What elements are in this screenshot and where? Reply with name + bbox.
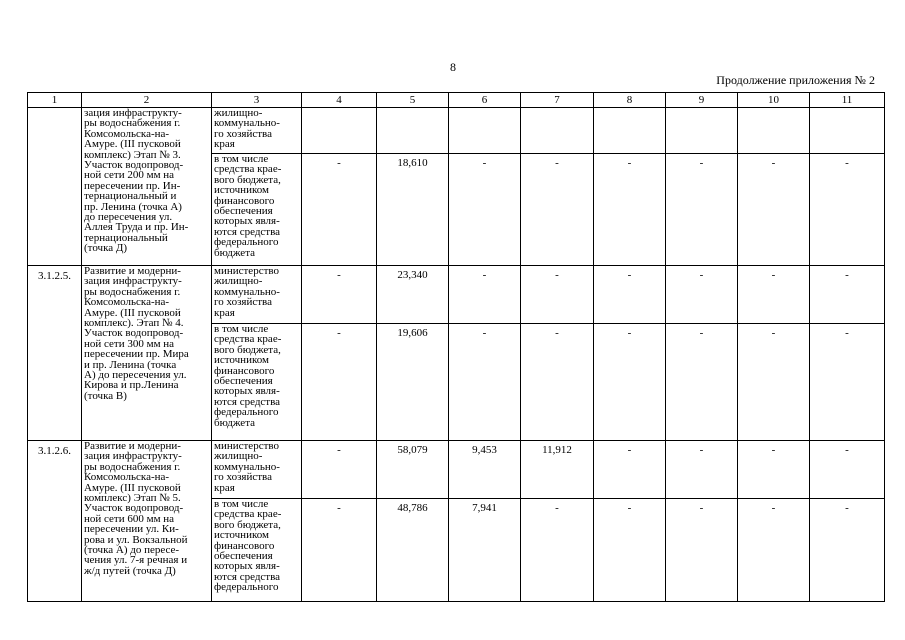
continuation-note: Продолжение приложения № 2 — [716, 73, 875, 87]
value-cell: - — [738, 266, 810, 324]
budget-table — [27, 92, 885, 602]
row-name-line: зация инфраструкту- — [84, 275, 182, 288]
value-cell: - — [738, 154, 810, 266]
row-name-line: до пересечения ул. — [84, 211, 173, 224]
value-cell: 19,606 — [377, 324, 449, 441]
value-cell: - — [810, 266, 885, 324]
row-name-line: Развитие и модерни- — [84, 265, 181, 277]
row-source-line: в том числе — [214, 153, 269, 165]
page-number: 8 — [450, 60, 456, 74]
table-row — [28, 266, 885, 324]
row-name-line: ры водоснабжения г. — [84, 117, 181, 130]
value-cell — [377, 108, 449, 154]
value-cell: - — [594, 441, 666, 499]
header-cell: 9 — [666, 93, 738, 108]
row-name-line: комплекс). Этап № 4. — [84, 317, 184, 330]
row-name-line: ры водоснабжения г. — [84, 285, 181, 298]
value-cell: - — [521, 154, 594, 266]
header-cell: 6 — [449, 93, 521, 108]
header-cell: 8 — [594, 93, 666, 108]
value-cell: - — [449, 154, 521, 266]
value-cell: 18,610 — [377, 154, 449, 266]
row-source-line: обеспечения — [214, 375, 273, 388]
row-source-line: вого бюджета, — [214, 173, 281, 186]
row-source — [212, 499, 302, 602]
value-cell: 7,941 — [449, 499, 521, 602]
row-source-line: жилищно- — [214, 107, 263, 119]
header-cell: 4 — [302, 93, 377, 108]
value-cell: 11,912 — [521, 441, 594, 499]
row-source-line: министерство — [214, 265, 280, 277]
value-cell: - — [810, 154, 885, 266]
value-cell: - — [810, 324, 885, 441]
row-source-line: коммунально- — [214, 117, 280, 130]
row-code: 3.1.2.5. — [28, 266, 82, 441]
row-source — [212, 324, 302, 441]
row-source-line: федерального — [214, 406, 279, 419]
row-name-line: чения ул. 7-я речная и — [84, 554, 188, 567]
row-name-line: пересечении пр. Мира — [84, 348, 189, 361]
row-source-line: края — [214, 138, 235, 151]
row-source-line: федерального — [214, 236, 279, 249]
row-name-line: Участок водопровод- — [84, 159, 184, 172]
row-source-line: ются средства — [214, 225, 281, 238]
row-source-line: ются средства — [214, 395, 281, 408]
row-source-line: обеспечения — [214, 205, 273, 218]
row-name-line: ной сети 300 мм на — [84, 337, 175, 350]
value-cell: - — [302, 499, 377, 602]
header-cell: 3 — [212, 93, 302, 108]
header-cell: 5 — [377, 93, 449, 108]
row-source-line: которых явля- — [214, 385, 280, 398]
row-name-line: Аллея Труда и пр. Ин- — [84, 221, 189, 234]
row-source — [212, 108, 302, 154]
value-cell: - — [449, 324, 521, 441]
value-cell — [666, 108, 738, 154]
row-source-line: бюджета — [214, 416, 256, 429]
value-cell: - — [449, 266, 521, 324]
row-source-line: жилищно- — [214, 275, 263, 288]
row-source-line: ются средства — [214, 570, 281, 583]
row-code — [28, 108, 82, 266]
row-source-line: коммунально- — [214, 460, 280, 473]
row-source-line: вого бюджета, — [214, 343, 281, 356]
row-source-line: го хозяйства — [214, 127, 272, 140]
value-cell: - — [738, 499, 810, 602]
value-cell: - — [666, 499, 738, 602]
row-name-line: Амуре. (III пусковой — [84, 481, 181, 494]
row-name-line: тернациональный — [84, 231, 168, 244]
header-cell: 2 — [82, 93, 212, 108]
value-cell: - — [521, 499, 594, 602]
row-name-line: пересечении пр. Ин- — [84, 179, 181, 192]
value-cell: - — [302, 324, 377, 441]
row-name-line: и пр. Ленина (точка — [84, 358, 177, 371]
row-source-line: го хозяйства — [214, 296, 272, 309]
row-source-line: в том числе — [214, 323, 269, 335]
row-name-line: рова и ул. Вокзальной — [84, 533, 188, 546]
row-name-line: (точка А) до пересе- — [84, 544, 180, 557]
row-name-line: (точка В) — [84, 389, 127, 402]
table-row — [28, 441, 885, 499]
row-name-line: комплекс) Этап № 5. — [84, 492, 181, 505]
value-cell: - — [302, 154, 377, 266]
row-name-line: тернациональный и — [84, 190, 177, 203]
row-name-line: Кирова и пр.Ленина — [84, 379, 179, 392]
value-cell — [738, 108, 810, 154]
row-source — [212, 154, 302, 266]
value-cell: - — [594, 154, 666, 266]
row-name-line: пересечении ул. Ки- — [84, 523, 179, 536]
row-name — [82, 441, 212, 602]
value-cell — [302, 108, 377, 154]
value-cell: - — [302, 441, 377, 499]
header-cell: 11 — [810, 93, 885, 108]
value-cell: - — [738, 441, 810, 499]
value-cell: - — [810, 499, 885, 602]
row-source-line: вого бюджета, — [214, 518, 281, 531]
row-name-line: А) до пересечения ул. — [84, 369, 187, 382]
row-name-line: Комсомольска-на- — [84, 127, 170, 140]
row-name-line: пр. Ленина (точка А) — [84, 200, 182, 213]
value-cell — [521, 108, 594, 154]
row-name-line: ж/д путей (точка Д) — [84, 564, 176, 577]
row-source-line: финансового — [214, 364, 275, 377]
row-source-line: финансового — [214, 539, 275, 552]
header-cell: 10 — [738, 93, 810, 108]
row-source-line: источником — [214, 354, 269, 367]
value-cell: - — [666, 266, 738, 324]
row-source — [212, 441, 302, 499]
row-source-line: в том числе — [214, 498, 269, 510]
value-cell: - — [666, 324, 738, 441]
row-source-line: края — [214, 306, 235, 319]
value-cell — [594, 108, 666, 154]
row-code: 3.1.2.6. — [28, 441, 82, 602]
row-name-line: Комсомольска-на- — [84, 471, 170, 484]
row-source-line: средства крае- — [214, 508, 282, 521]
row-name-line: Амуре. (III пусковой — [84, 306, 181, 319]
row-name-line: ры водоснабжения г. — [84, 460, 181, 473]
row-source-line: источником — [214, 529, 269, 542]
value-cell: - — [521, 324, 594, 441]
value-cell: - — [302, 266, 377, 324]
row-name-line: Развитие и модерни- — [84, 440, 181, 452]
value-cell: - — [521, 266, 594, 324]
row-source-line: федерального — [214, 581, 279, 594]
row-name-line: зация инфраструкту- — [84, 107, 182, 119]
row-name-line: зация инфраструкту- — [84, 450, 182, 463]
row-source-line: которых явля- — [214, 215, 280, 228]
row-source-line: обеспечения — [214, 550, 273, 563]
value-cell: - — [594, 499, 666, 602]
row-name-line: ной сети 600 мм на — [84, 512, 175, 525]
row-source-line: го хозяйства — [214, 471, 272, 484]
value-cell: - — [738, 324, 810, 441]
row-name — [82, 108, 212, 266]
row-source-line: средства крае- — [214, 163, 282, 176]
row-source-line: средства крае- — [214, 333, 282, 346]
row-source-line: финансового — [214, 194, 275, 207]
row-name-line: комплекс) Этап № 3. — [84, 148, 181, 161]
row-name-line: Участок водопровод- — [84, 327, 184, 340]
table-row — [28, 108, 885, 154]
value-cell — [449, 108, 521, 154]
value-cell: - — [594, 324, 666, 441]
row-name-line: ной сети 200 мм на — [84, 169, 175, 182]
value-cell: - — [594, 266, 666, 324]
row-source-line: министерство — [214, 440, 280, 452]
row-name-line: (точка Д) — [84, 242, 128, 255]
row-source-line: края — [214, 481, 235, 494]
row-source — [212, 266, 302, 324]
value-cell: 23,340 — [377, 266, 449, 324]
value-cell: - — [666, 441, 738, 499]
row-source-line: жилищно- — [214, 450, 263, 463]
row-source-line: бюджета — [214, 246, 256, 259]
row-source-line: коммунально- — [214, 285, 280, 298]
row-name — [82, 266, 212, 441]
row-name-line: Комсомольска-на- — [84, 296, 170, 309]
header-cell: 7 — [521, 93, 594, 108]
row-source-line: источником — [214, 184, 269, 197]
row-name-line: Амуре. (III пусковой — [84, 138, 181, 151]
value-cell: 9,453 — [449, 441, 521, 499]
row-name-line: Участок водопровод- — [84, 502, 184, 515]
header-row — [28, 93, 885, 108]
row-source-line: которых явля- — [214, 560, 280, 573]
value-cell — [810, 108, 885, 154]
value-cell: 48,786 — [377, 499, 449, 602]
value-cell: 58,079 — [377, 441, 449, 499]
value-cell: - — [810, 441, 885, 499]
value-cell: - — [666, 154, 738, 266]
header-cell: 1 — [28, 93, 82, 108]
